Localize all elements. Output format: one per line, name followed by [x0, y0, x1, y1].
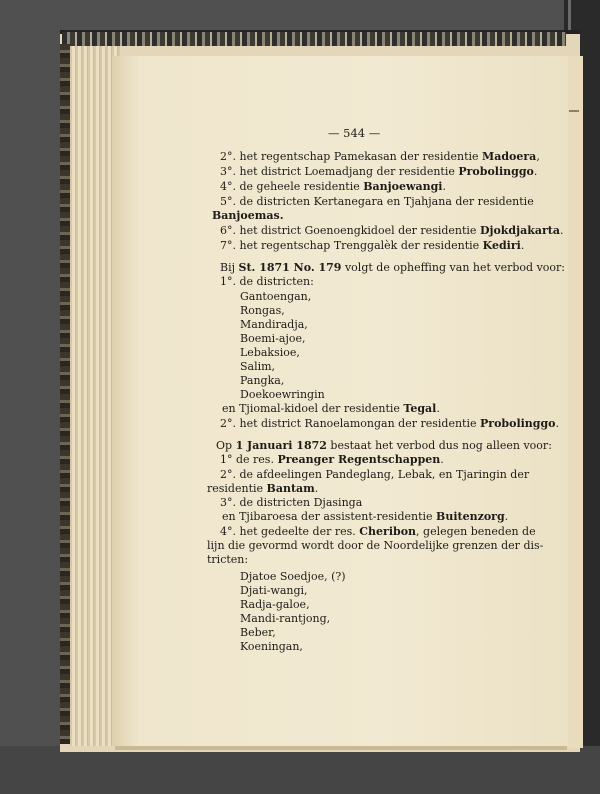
- text-line: [240, 570, 536, 584]
- text: Djati-wangi,: [240, 584, 308, 597]
- text-line: [220, 180, 516, 194]
- text: Boemi-ajoe,: [240, 332, 306, 345]
- text: 4°. de geheele residentie: [220, 180, 364, 193]
- text-line: [212, 209, 508, 223]
- text: 3°. de districten Djasinga: [220, 496, 363, 509]
- text: , gelegen beneden de: [416, 525, 536, 538]
- text-line: [220, 261, 566, 275]
- text-line: [240, 290, 536, 304]
- text-line: [240, 612, 536, 626]
- text-line: [207, 553, 503, 567]
- bold-text: Cheribon: [359, 525, 417, 538]
- text-line: [220, 417, 560, 431]
- bold-text: Madoera: [482, 150, 537, 163]
- text: Rongas,: [240, 304, 285, 317]
- text: Lebaksioe,: [240, 346, 300, 359]
- bold-text: 1 Januari 1872: [235, 439, 327, 452]
- text: .: [440, 453, 444, 466]
- text-line: [240, 332, 536, 346]
- bold-text: Buitenzorg: [436, 510, 505, 523]
- text: en Tjiomal-kidoel der residentie: [222, 402, 404, 415]
- text: Mandi-rantjong,: [240, 612, 331, 625]
- text: 1° de res.: [220, 453, 278, 466]
- text: 2°. het district Ranoelamongan der residentie: [220, 417, 481, 430]
- text: Op: [216, 439, 236, 452]
- text-line: [240, 346, 536, 360]
- text: Bij: [220, 261, 239, 274]
- bold-text: Bantam: [266, 482, 315, 495]
- text: bestaat het verbod dus nog alleen voor:: [326, 439, 552, 452]
- text: Pangka,: [240, 374, 285, 387]
- next-page-edge: [566, 56, 583, 748]
- text: residentie: [207, 482, 267, 495]
- text-line: [220, 468, 530, 482]
- next-page-mark: [569, 110, 579, 112]
- text: .: [555, 417, 560, 430]
- text: Djatoe Soedjoe, (?): [240, 570, 346, 583]
- text: .: [520, 239, 525, 252]
- text: Doekoewringin: [240, 388, 325, 401]
- text-line: [240, 640, 536, 654]
- text: .: [533, 165, 538, 178]
- text: 4°. het gedeelte der res.: [220, 525, 360, 538]
- text: Salim,: [240, 360, 276, 373]
- book-left-cover: [60, 44, 70, 744]
- text-line: [220, 496, 516, 510]
- page-number: — 544 —: [328, 126, 381, 140]
- bold-text: Probolinggo: [480, 417, 556, 430]
- text-line: [240, 304, 536, 318]
- text-line: [220, 195, 534, 209]
- text-line: [240, 360, 536, 374]
- text: .: [442, 180, 446, 193]
- text: .: [504, 510, 509, 523]
- text-line: [216, 439, 552, 453]
- text: en Tjibaroesa der assistent-residentie: [222, 510, 437, 523]
- bold-text: Banjoemas.: [212, 209, 284, 222]
- text-line: [207, 539, 544, 553]
- text-line: [240, 584, 536, 598]
- text-line: [240, 374, 536, 388]
- text-line: [220, 239, 525, 253]
- text: .: [559, 224, 564, 237]
- text: 7°. het regentschap Trenggalèk der residentie: [220, 239, 483, 252]
- text: Radja-galoe,: [240, 598, 310, 611]
- bold-text: Banjoewangi: [363, 180, 443, 193]
- bold-text: Kediri: [482, 239, 521, 252]
- text: 2°. de afdeelingen Pandeglang, Lebak, en Tjaringin der: [220, 468, 530, 481]
- text-line: [220, 525, 536, 539]
- text-line: [220, 275, 516, 289]
- text-line: [220, 165, 538, 179]
- text: ,: [536, 150, 540, 163]
- text-line: [220, 150, 540, 164]
- text: Mandiradja,: [240, 318, 308, 331]
- text-line: [240, 388, 536, 402]
- bold-text: Probolinggo: [458, 165, 534, 178]
- text: .: [436, 402, 440, 415]
- background-bottom: [0, 746, 600, 794]
- book-spine-pattern: [62, 32, 566, 46]
- text: 2°. het regentschap Pamekasan der residentie: [220, 150, 483, 163]
- text: Gantoengan,: [240, 290, 312, 303]
- text: Beber,: [240, 626, 276, 639]
- text: .: [314, 482, 319, 495]
- bold-text: Preanger Regentschappen: [277, 453, 441, 466]
- bold-text: Djokdjakarta: [479, 224, 560, 237]
- text-line: [240, 598, 536, 612]
- text: volgt de opheffing van het verbod voor:: [341, 261, 566, 274]
- text: tricten:: [207, 553, 249, 566]
- text-line: [222, 510, 518, 524]
- text-line: [220, 224, 564, 238]
- bold-text: Tegal: [403, 402, 437, 415]
- text: 6°. het district Goenoengkidoel der residentie: [220, 224, 480, 237]
- bold-text: St. 1871 No. 179: [238, 261, 342, 274]
- text-line: [207, 482, 503, 496]
- text: 5°. de districten Kertanegara en Tjahjana der residentie: [220, 195, 534, 208]
- text: Koeningan,: [240, 640, 303, 653]
- text: 3°. het district Loemadjang der residentie: [220, 165, 459, 178]
- text-line: [240, 318, 536, 332]
- text-line: [222, 402, 518, 416]
- text: lijn die gevormd wordt door de Noordelijke grenzen der dis-: [207, 539, 544, 552]
- text-line: [220, 453, 516, 467]
- text: 1°. de districten:: [220, 275, 314, 288]
- text-line: [240, 626, 536, 640]
